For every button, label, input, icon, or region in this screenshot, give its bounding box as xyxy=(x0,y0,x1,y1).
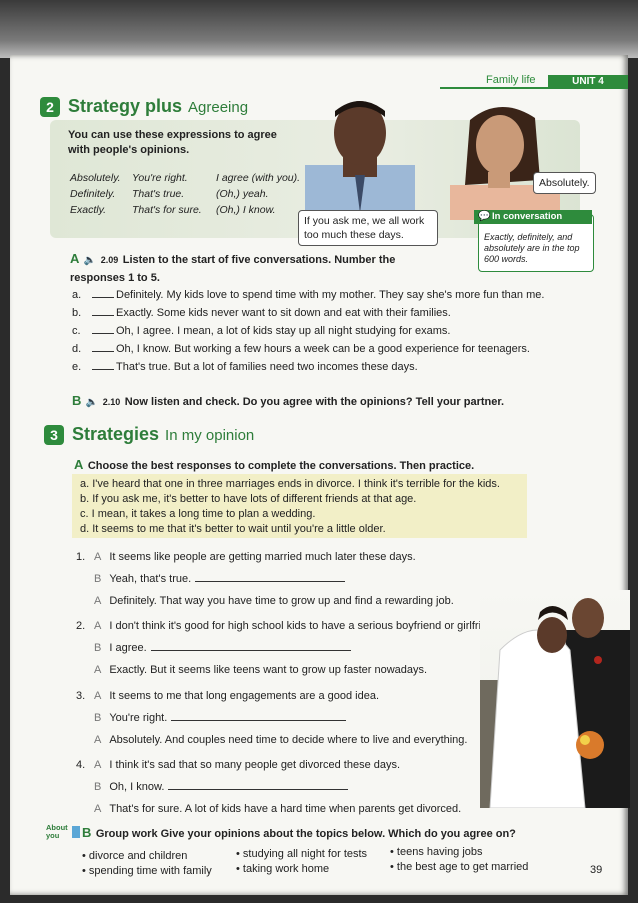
list-item: b. Exactly. Some kids never want to sit down and eat with their families. xyxy=(72,307,451,319)
expression: (Oh,) yeah. xyxy=(216,188,269,200)
chat-icon: 💬 xyxy=(478,211,491,222)
section-heading xyxy=(68,96,248,117)
list-item: a. Definitely. My kids love to spend time with my mother. They say she's more fun than me. xyxy=(72,289,545,301)
audio-icon[interactable]: 🔈 xyxy=(83,255,97,266)
task-letter: A xyxy=(74,457,84,472)
answer-blank[interactable] xyxy=(171,720,346,721)
track-number: 2.09 xyxy=(100,255,119,265)
in-conversation-text: Exactly, definitely, and absolutely are in the top 600 words. xyxy=(484,232,580,264)
section-subtitle: In my opinion xyxy=(165,427,255,444)
conversation: 1. A It seems like people are getting married much later these days. B Yeah, that's true. A Definitely. That way you have time to grow up and find a rewarding job. xyxy=(76,551,454,607)
speech-bubble-man: If you ask me, we all work too much these days. xyxy=(298,210,438,246)
expression: I agree (with you). xyxy=(216,172,301,184)
track-number: 2.10 xyxy=(102,397,121,407)
task-a xyxy=(70,250,420,286)
topic-item: • studying all night for tests xyxy=(236,848,368,860)
expression: Absolutely. xyxy=(70,172,121,184)
speech-bubble-woman: Absolutely. xyxy=(533,172,596,194)
task-letter: A xyxy=(70,251,80,266)
page-number: 39 xyxy=(590,864,603,876)
audio-icon[interactable]: 🔈 xyxy=(85,397,99,408)
expression: That's for sure. xyxy=(132,204,202,216)
task-letter: B xyxy=(82,825,92,840)
list-item: c. Oh, I agree. I mean, a lot of kids stay up all night studying for exams. xyxy=(72,325,451,337)
section-title: Strategy plus xyxy=(68,96,183,116)
man-photo xyxy=(305,95,415,215)
option-item: a. I've heard that one in three marriages ends in divorce. I think it's terrible for the kids. xyxy=(80,478,500,490)
expression-column xyxy=(70,170,132,218)
topic-item: • teens having jobs xyxy=(390,846,483,858)
task-letter: B xyxy=(72,393,82,408)
expression: You're right. xyxy=(132,172,188,184)
answer-blank[interactable] xyxy=(92,315,114,316)
woman-photo xyxy=(440,100,570,220)
topic-item: • the best age to get married xyxy=(390,861,529,873)
answer-blank[interactable] xyxy=(92,351,114,352)
unit-tag: UNIT 4 xyxy=(548,75,628,88)
task-b xyxy=(72,392,572,410)
option-item: d. It seems to me that it's better to wait until you're a little older. xyxy=(80,523,386,535)
header-topic: Family life xyxy=(486,74,536,86)
options-list xyxy=(80,477,530,537)
option-item: c. I mean, it takes a long time to plan a wedding. xyxy=(80,508,316,520)
task-instruction: Listen to the start of five conversations. Number the responses 1 to 5. xyxy=(70,254,396,284)
topic-item: • divorce and children xyxy=(82,850,188,862)
responses-list xyxy=(72,288,572,378)
section-number: 2 xyxy=(40,97,60,117)
task-instruction: Group work Give your opinions about the topics below. Which do you agree on? xyxy=(95,828,516,840)
answer-blank[interactable] xyxy=(168,789,348,790)
task-b xyxy=(82,824,582,842)
answer-blank[interactable] xyxy=(92,297,114,298)
conversation: 2. A I don't think it's good for high school kids to have a serious boyfriend or girlfriend. B I agree. A Exactly. But it seems like teens want to grow up faster nowadays. xyxy=(76,620,503,676)
expression: (Oh,) I know. xyxy=(216,204,276,216)
task-a xyxy=(74,456,544,474)
about-you-label: About you xyxy=(46,823,68,840)
task-instruction: Now listen and check. Do you agree with the opinions? Tell your partner. xyxy=(124,396,505,408)
list-item: e. That's true. But a lot of families need two incomes these days. xyxy=(72,361,418,373)
wedding-photo xyxy=(480,590,630,808)
answer-blank[interactable] xyxy=(92,333,114,334)
conversation: 3. A It seems to me that long engagements are a good idea. B You're right. A Absolutely. And couples need time to decide where to live and everything. xyxy=(76,690,468,746)
in-conversation-tag: In conversation xyxy=(474,210,592,224)
expression: That's true. xyxy=(132,188,185,200)
expression-column xyxy=(132,170,216,218)
task-instruction: Choose the best responses to complete the conversations. Then practice. xyxy=(87,460,475,472)
option-item: b. If you ask me, it's better to have lots of different friends at that age. xyxy=(80,493,417,505)
about-you-marker xyxy=(72,826,80,838)
expression-column xyxy=(216,170,312,218)
expression: Definitely. xyxy=(70,188,116,200)
strategy-intro: You can use these expressions to agree with people's opinions. xyxy=(68,129,277,156)
topic-item: • taking work home xyxy=(236,863,330,875)
topic-item: • spending time with family xyxy=(82,865,212,877)
answer-blank[interactable] xyxy=(195,581,345,582)
conversation: 4. A I think it's sad that so many people get divorced these days. B Oh, I know. A That's for sure. A lot of kids have a hard time when parents get divorced. xyxy=(76,759,462,815)
answer-blank[interactable] xyxy=(151,650,351,651)
section-title: Strategies xyxy=(72,424,160,444)
scan-background xyxy=(0,0,638,58)
expression: Exactly. xyxy=(70,204,106,216)
section-subtitle: Agreeing xyxy=(188,99,249,116)
answer-blank[interactable] xyxy=(92,369,114,370)
list-item: d. Oh, I know. But working a few hours a week can be a good experience for teenagers. xyxy=(72,343,530,355)
section-heading xyxy=(72,424,254,445)
section-number: 3 xyxy=(44,425,64,445)
